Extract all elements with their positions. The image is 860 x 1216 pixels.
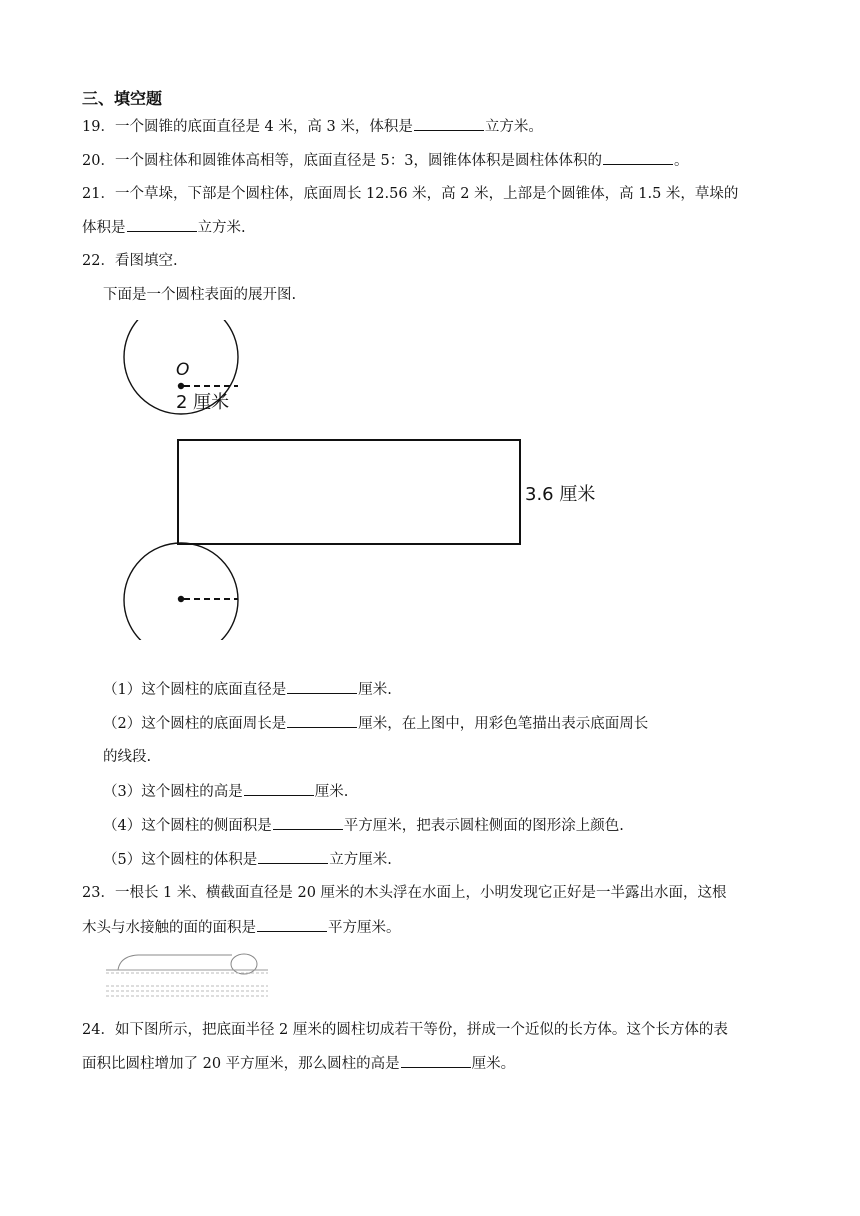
q22-sub5	[103, 849, 392, 870]
q22-s2-text: （2）这个圆柱的底面周长是	[103, 716, 287, 732]
log-end-ellipse	[231, 954, 257, 974]
question-21-line1	[82, 184, 738, 204]
top-center-dot	[178, 383, 184, 389]
height-label: 3.6 厘米	[525, 484, 596, 505]
q21-answer-blank[interactable]	[127, 217, 197, 232]
question-21-line2	[82, 217, 246, 238]
q22-s5-unit: 立方厘米.	[329, 852, 392, 868]
q22-s4-text-2: 平方厘米，把表示圆柱侧面的图形涂上颜色.	[343, 818, 624, 834]
q19-unit: 立方米。	[484, 119, 543, 135]
q22-s4-answer-blank[interactable]	[273, 815, 343, 830]
q19-answer-blank[interactable]	[414, 116, 484, 131]
lateral-rectangle[interactable]	[178, 440, 520, 544]
q23-answer-blank[interactable]	[257, 917, 327, 932]
q22-s3-unit: 厘米.	[314, 784, 349, 800]
q22-s2-answer-blank[interactable]	[287, 713, 357, 728]
q22-sub4	[103, 815, 624, 836]
question-24-line1: 24．如下图所示，把底面半径 2 厘米的圆柱切成若干等份，拼成一个近似的长方体。这个长方体的表	[82, 1022, 728, 1038]
question-19	[82, 116, 543, 137]
question-24-line2	[82, 1053, 515, 1074]
q22-s1-unit: 厘米.	[358, 682, 392, 698]
q21-unit: 立方米.	[197, 220, 246, 236]
bottom-center-dot	[178, 596, 184, 602]
q22-s3-text: （3）这个圆柱的高是	[103, 784, 243, 800]
q22-s3-answer-blank[interactable]	[244, 781, 314, 796]
q21-text: 21．一个草垛，下部是个圆柱体，底面周长 12.56 米，高 2 米，上部是个圆锥体，高 1.5 米，草垛的	[82, 186, 739, 202]
q22-sub2-cont: 的线段.	[103, 749, 152, 765]
q22-s4-text: （4）这个圆柱的侧面积是	[103, 818, 272, 834]
q22-s5-text: （5）这个圆柱的体积是	[103, 852, 258, 868]
question-20	[82, 150, 689, 171]
question-22-title: 22．看图填空.	[82, 253, 178, 269]
question-23-line2	[82, 917, 401, 938]
floating-log-figure	[104, 950, 274, 1000]
q23-unit: 平方厘米。	[328, 920, 401, 936]
section-title: 三、填空题	[82, 89, 163, 108]
cylinder-net-figure	[110, 320, 630, 640]
q22-s2-text-2: 厘米，在上图中，用彩色笔描出表示底面周长	[358, 716, 649, 732]
q20-text: 20．一个圆柱体和圆锥体高相等，底面直径是 5：3，圆锥体体积是圆柱体体积的	[82, 153, 603, 169]
q20-end: 。	[674, 153, 689, 169]
q22-sub3	[103, 781, 348, 802]
q24-unit: 厘米。	[471, 1056, 516, 1072]
radius-label: 2 厘米	[176, 392, 230, 413]
q22-sub1	[103, 679, 392, 700]
q24-text-2: 面积比圆柱增加了 20 平方厘米，那么圆柱的高是	[82, 1056, 400, 1072]
q22-s5-answer-blank[interactable]	[258, 849, 328, 864]
q22-s1-text: （1）这个圆柱的底面直径是	[103, 682, 287, 698]
question-22-intro: 下面是一个圆柱表面的展开图.	[103, 287, 297, 303]
q22-sub2	[103, 713, 648, 734]
center-label: O	[176, 360, 190, 380]
q21-text-2: 体积是	[82, 220, 126, 236]
question-23-line1: 23．一根长 1 米、横截面直径是 20 厘米的木头浮在水面上，小明发现它正好是一半露出水面，这根	[82, 885, 727, 901]
q19-text: 19．一个圆锥的底面直径是 4 米，高 3 米，体积是	[82, 119, 413, 135]
bottom-circle	[124, 543, 238, 640]
q24-answer-blank[interactable]	[401, 1053, 471, 1068]
q20-answer-blank[interactable]	[603, 150, 673, 165]
q22-s1-answer-blank[interactable]	[287, 679, 357, 694]
q23-text-2: 木头与水接触的面的面积是	[82, 920, 256, 936]
